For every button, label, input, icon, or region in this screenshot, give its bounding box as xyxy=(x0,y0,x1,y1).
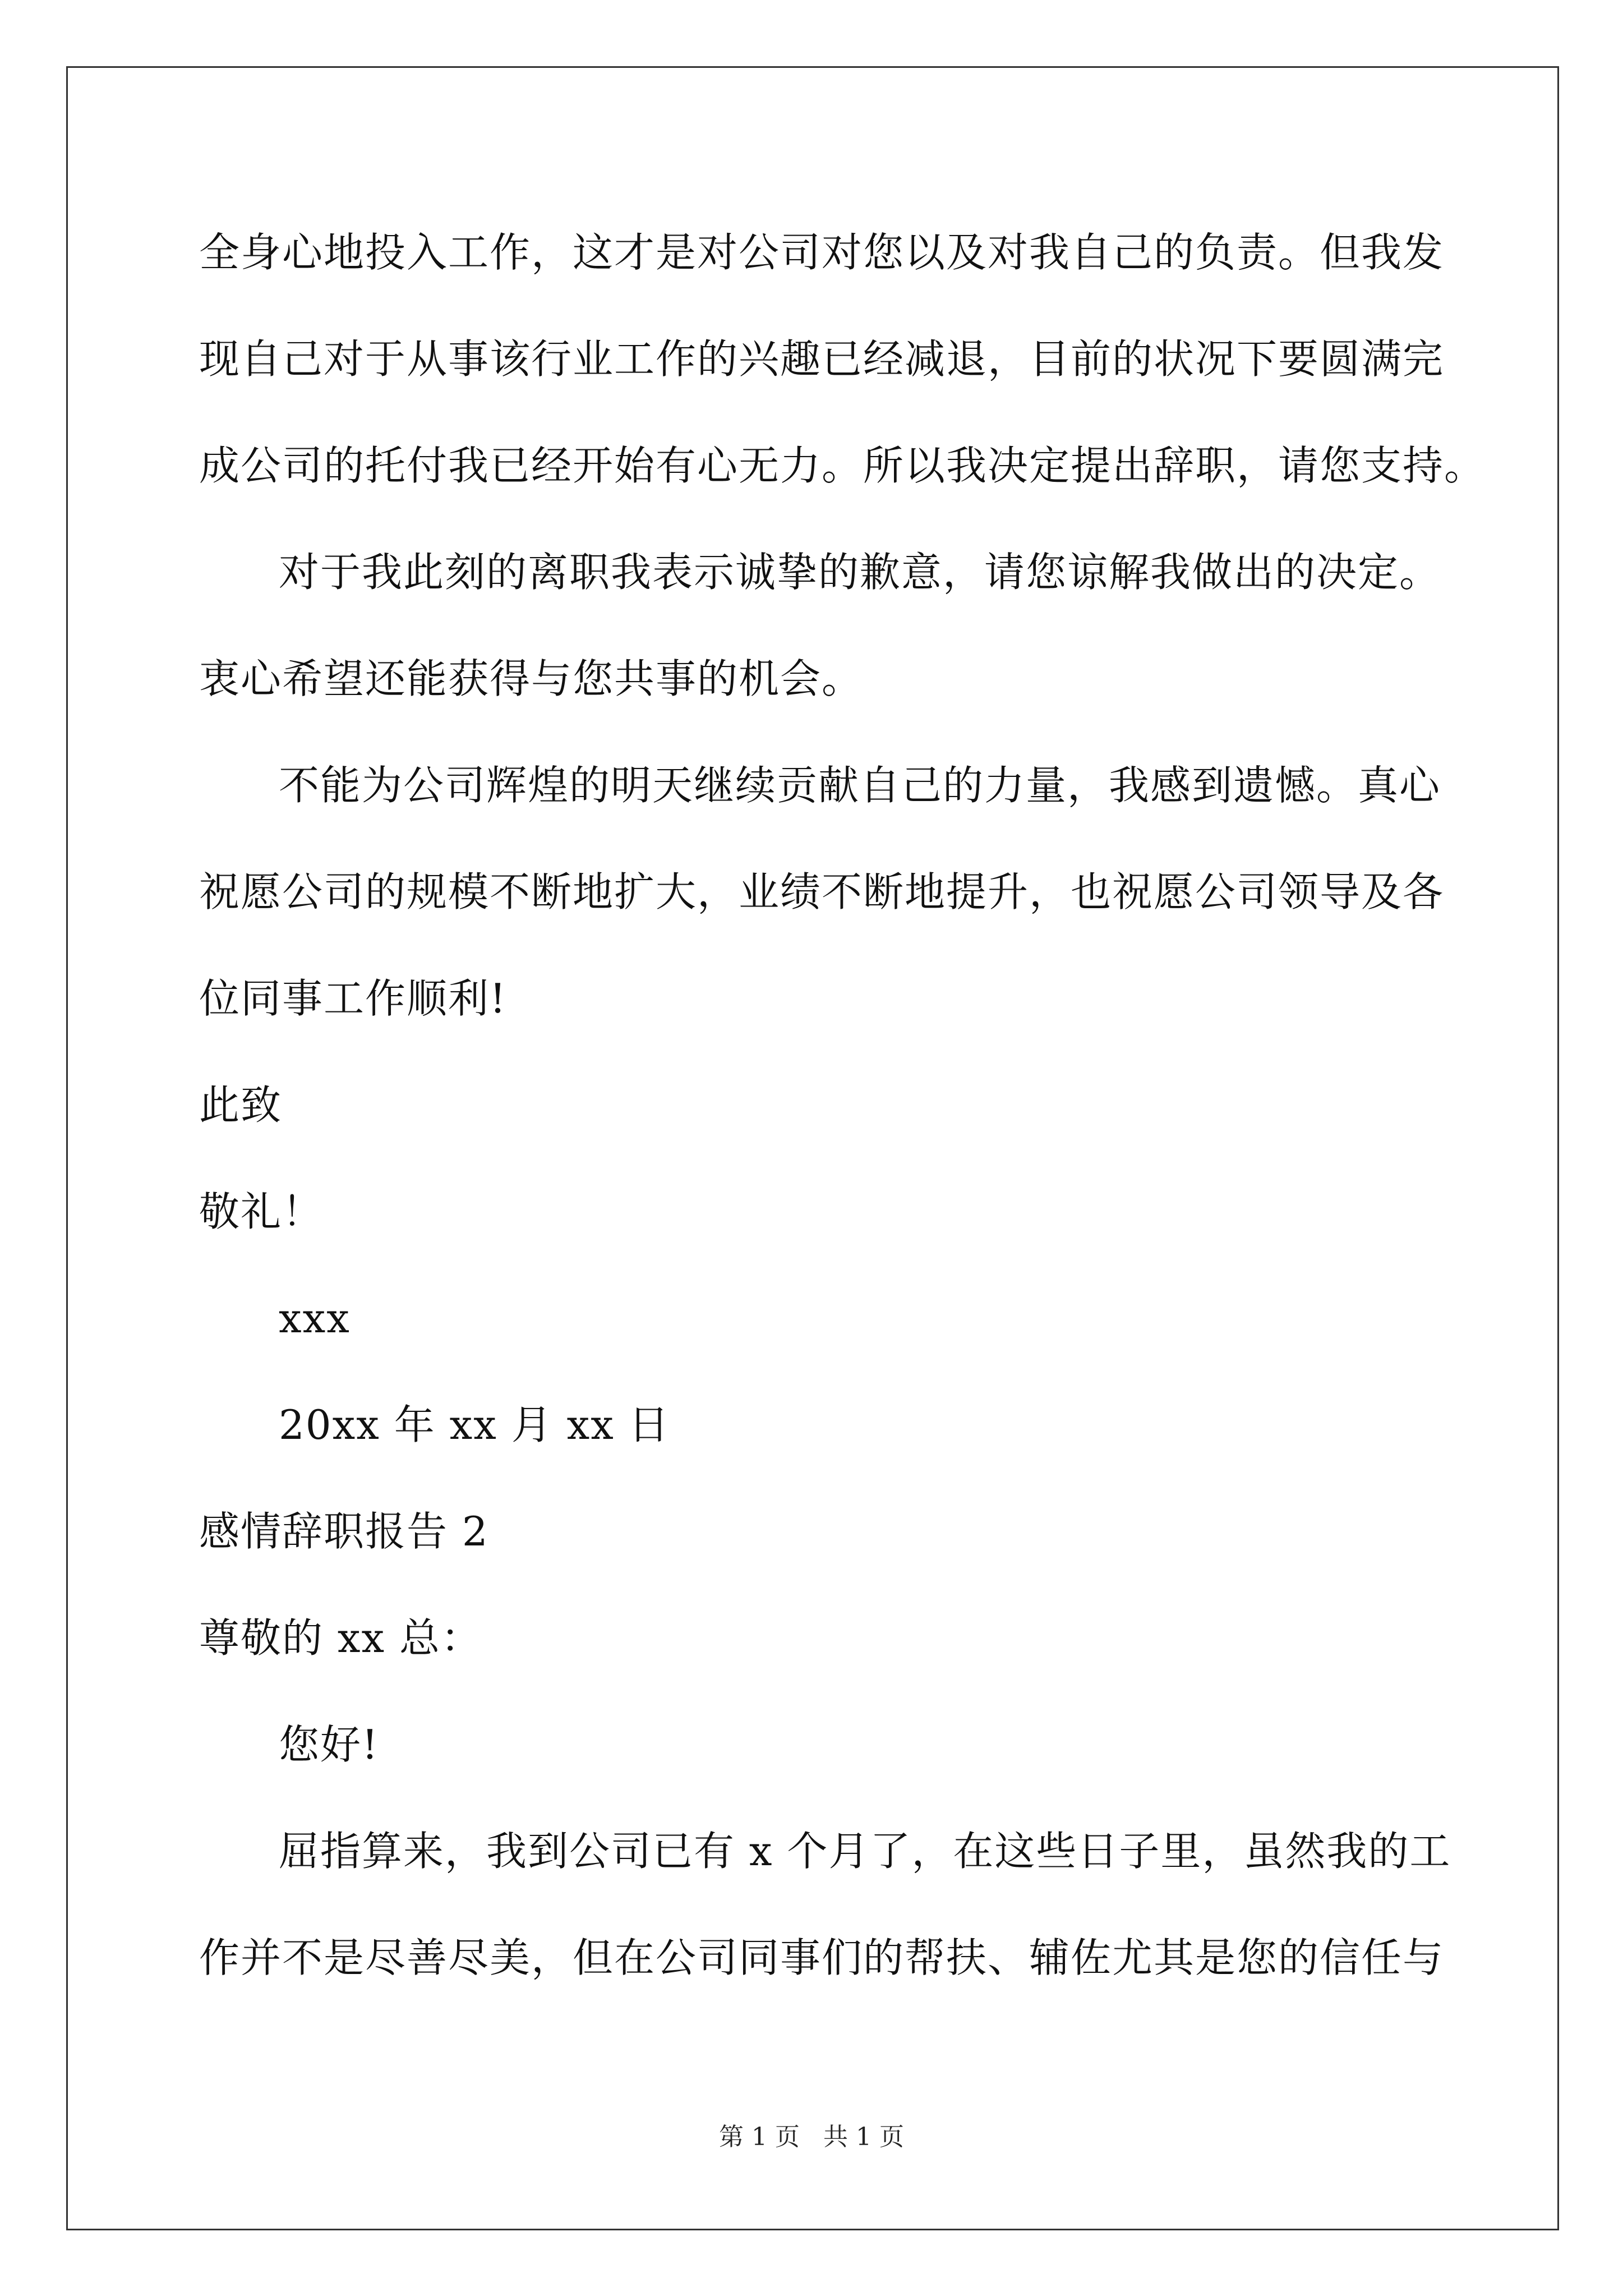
body-line-2: 现自己对于从事该行业工作的兴趣已经减退，目前的状况下要圆满完 xyxy=(199,335,1445,383)
body-line-7: 祝愿公司的规模不断地扩大，业绩不断地提升，也祝愿公司领导及各 xyxy=(199,868,1445,915)
signature-date: 20xx 年 xx 月 xx 日 xyxy=(279,1401,670,1448)
page-footer xyxy=(0,2120,1623,2154)
body-line-9: 屈指算来，我到公司已有 x 个月了，在这些日子里，虽然我的工 xyxy=(279,1828,1451,1875)
closing-salutation: 此致 xyxy=(199,1082,283,1129)
body-line-4: 对于我此刻的离职我表示诚挚的歉意，请您谅解我做出的决定。 xyxy=(279,549,1441,596)
signature-name: xxx xyxy=(279,1295,351,1342)
body-line-3: 成公司的托付我已经开始有心无力。所以我决定提出辞职，请您支持。 xyxy=(199,442,1486,489)
body-line-8: 位同事工作顺利! xyxy=(199,975,507,1022)
body-line-6: 不能为公司辉煌的明天继续贡献自己的力量，我感到遗憾。真心 xyxy=(279,762,1441,809)
recipient-salutation: 尊敬的 xx 总： xyxy=(199,1614,482,1662)
body-line-1: 全身心地投入工作，这才是对公司对您以及对我自己的负责。但我发 xyxy=(199,229,1445,276)
greeting: 您好! xyxy=(279,1721,379,1768)
page-frame xyxy=(66,66,1559,2230)
section-title: 感情辞职报告 2 xyxy=(199,1508,489,1555)
body-line-10: 作并不是尽善尽美，但在公司同事们的帮扶、辅佐尤其是您的信任与 xyxy=(199,1934,1445,1981)
page-number-total: 共 1 页 xyxy=(823,2123,904,2151)
closing-regards: 敬礼！ xyxy=(199,1188,324,1235)
page-number-current: 第 1 页 xyxy=(719,2123,800,2151)
body-line-5: 衷心希望还能获得与您共事的机会。 xyxy=(199,655,864,702)
